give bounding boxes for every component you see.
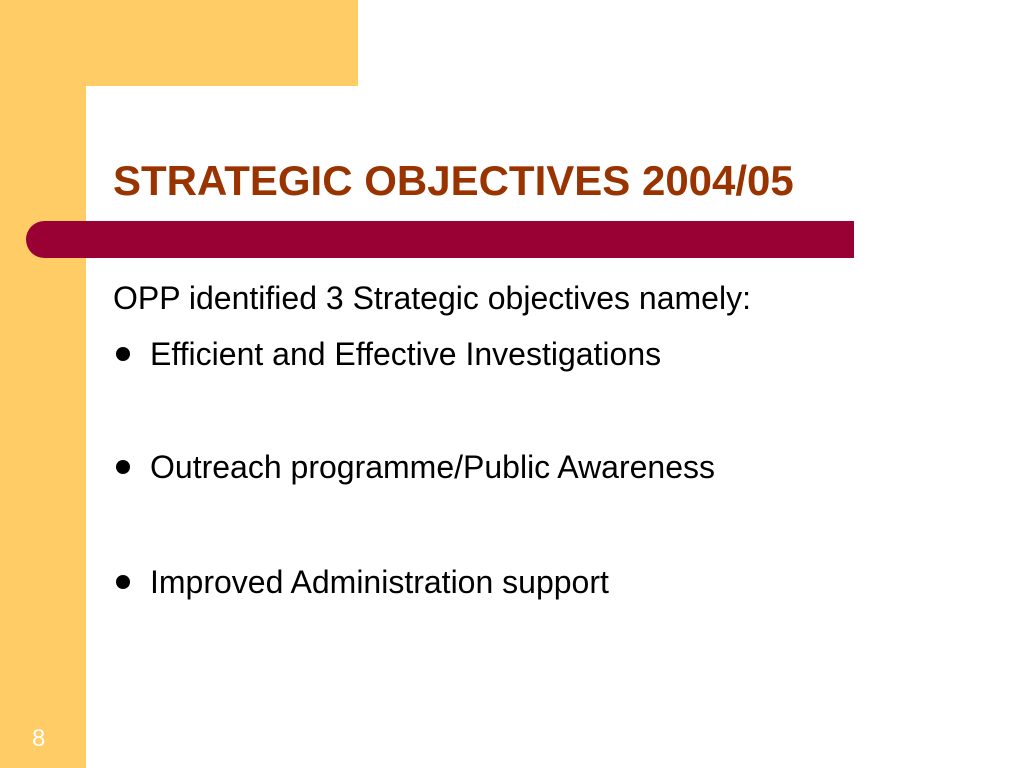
title-underline-bar xyxy=(26,221,854,258)
bullet-icon xyxy=(116,575,130,589)
list-item xyxy=(113,334,661,374)
list-item-text: Outreach programme/Public Awareness xyxy=(150,449,716,485)
accent-band-left xyxy=(0,0,86,768)
list-item xyxy=(113,562,609,602)
bullet-icon xyxy=(116,347,130,361)
list-item-text: Improved Administration support xyxy=(150,564,609,600)
bullet-icon xyxy=(116,460,130,474)
list-item xyxy=(113,447,715,487)
intro-text: OPP identified 3 Strategic objectives namely: xyxy=(113,280,751,316)
page-number: 8 xyxy=(32,725,46,752)
accent-band-top xyxy=(0,0,358,86)
slide-title: STRATEGIC OBJECTIVES 2004/05 xyxy=(113,157,794,204)
list-item-text: Efficient and Effective Investigations xyxy=(150,336,662,372)
